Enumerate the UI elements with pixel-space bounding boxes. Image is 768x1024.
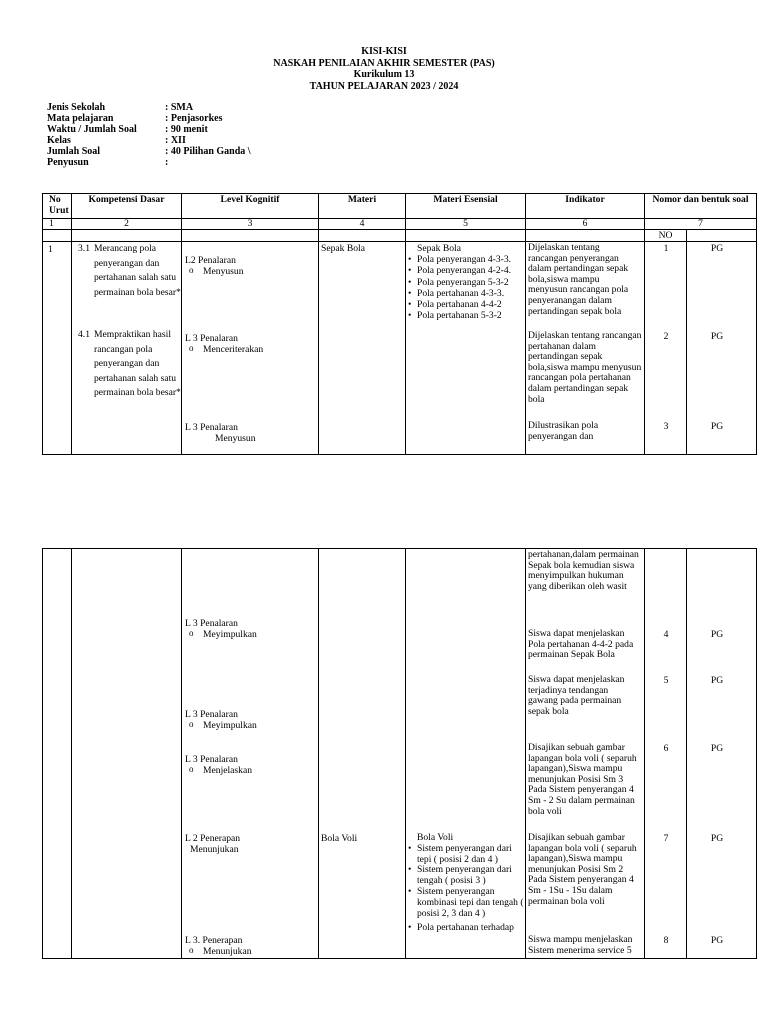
bentuk-cell [687, 549, 757, 959]
meta-row [47, 102, 251, 113]
list-item: • Pola pertahanan 5-3-2 [406, 310, 524, 321]
kompetensi-cell [72, 549, 182, 959]
indikator-text: Siswa dapat menjelaskan terjadinya tendangan gawang pada permainan sepak bola [528, 674, 625, 717]
meta-label: Mata pelajaran [47, 113, 114, 124]
heading-exam: NASKAH PENILAIAN AKHIR SEMESTER (PAS) [273, 57, 495, 69]
question-number: 8 [663, 935, 669, 946]
question-number: 1 [663, 243, 669, 254]
question-form: PG [710, 629, 724, 640]
level-item [185, 255, 244, 277]
col-number: 1 [43, 219, 72, 230]
column-number-row [43, 219, 757, 230]
sub-header-row [43, 230, 757, 242]
heading-title: KISI-KISI [361, 46, 407, 57]
indikator-text: Siswa mampu menjelaskan Sistem menerima service 5 [528, 934, 633, 956]
header-esensial: Materi Esensial [406, 194, 526, 219]
list-item: • Sistem penyerangan dari tengah ( posisi 3 ) [406, 865, 524, 887]
meta-value: : XII [165, 135, 186, 146]
no-urut-cell [43, 549, 72, 959]
list-item: • Pola pertahanan terhadap [406, 923, 524, 934]
heading-year: TAHUN PELAJARAN 2023 / 2024 [309, 80, 459, 92]
meta-label: Waktu / Jumlah Soal [47, 124, 137, 135]
materi-cell [319, 549, 406, 959]
level-item [185, 833, 240, 855]
esensial-list [406, 833, 524, 934]
header-level: Level Kognitif [182, 194, 319, 219]
table-row [43, 242, 757, 455]
meta-row [47, 124, 251, 135]
kd-number: 3.1 [78, 243, 90, 254]
question-form: PG [710, 331, 724, 342]
level-title: L 3 Penalaran [185, 422, 238, 433]
kisi-table-page-2 [42, 548, 757, 959]
bentuk-cell [687, 242, 757, 455]
level-title: L2 Penalaran [185, 255, 236, 266]
header-no-urut: No Urut [43, 194, 72, 219]
header-materi: Materi [319, 194, 406, 219]
question-form: PG [710, 421, 724, 432]
table-row [43, 549, 757, 959]
esensial-title: Sepak Bola [417, 243, 461, 254]
question-number: 6 [663, 743, 669, 754]
document-heading [0, 46, 768, 92]
meta-row [47, 135, 251, 146]
question-form: PG [710, 243, 724, 254]
meta-row [47, 146, 251, 157]
indikator-text: Dilustrasikan pola penyerangan dan [528, 420, 599, 442]
kd-text-content: Mempraktikan hasil rancangan pola penyerangan dan pertahanan salah satu permainan bola besar* [94, 329, 181, 398]
esensial-cell [406, 549, 526, 959]
question-form: PG [710, 675, 724, 686]
meta-row [47, 113, 251, 124]
indikator-text: pertahanan,dalam permainan Sepak bola kemudian siswa menyimpulkan hukuman yang diberikan oleh wasit [528, 549, 639, 592]
kompetensi-cell [72, 242, 182, 455]
level-item [185, 618, 257, 640]
esensial-items [406, 844, 524, 934]
esensial-list [406, 243, 524, 321]
level-sub: Menunjukan [190, 844, 239, 856]
meta-value: : Penjasorkes [165, 113, 223, 124]
list-item: • Pola penyerangan 5-3-2 [406, 277, 524, 288]
col-number: 5 [406, 219, 526, 230]
level-cell [182, 549, 319, 959]
meta-value: : SMA [165, 102, 194, 113]
meta-label: Jumlah Soal [47, 146, 101, 157]
heading-curriculum: Kurikulum 13 [353, 69, 415, 80]
question-number: 3 [663, 421, 669, 432]
question-form: PG [710, 833, 724, 844]
level-title: L 2 Penerapan [185, 833, 241, 844]
question-number: 5 [663, 675, 669, 686]
col-number: 4 [319, 219, 406, 230]
esensial-items [406, 254, 524, 321]
col-number: 3 [182, 219, 319, 230]
level-item [185, 935, 252, 957]
list-item: • Pola pertahanan 4-4-2 [406, 299, 524, 310]
meta-value: : [165, 157, 169, 168]
level-title: L 3 Penalaran [185, 618, 238, 629]
materi-value: Sepak Bola [321, 243, 365, 254]
level-sub: o Menjelaskan [185, 765, 252, 776]
materi-cell [319, 242, 406, 455]
question-form: PG [710, 743, 724, 754]
level-sub: o Meyimpulkan [185, 629, 257, 640]
list-item: • Sistem penyerangan kombinasi tepi dan tengah ( posisi 2, 3 dan 4 ) [406, 887, 524, 919]
kd-text [78, 242, 182, 300]
indikator-text: Siswa dapat menjelaskan Pola pertahanan 4-4-2 pada permainan Sepak Bola [528, 628, 634, 661]
level-sub: o Menceriterakan [185, 344, 263, 355]
level-item [185, 333, 263, 355]
header-nomor: Nomor dan bentuk soal [645, 194, 757, 219]
level-sub: o Meyimpulkan [185, 720, 257, 731]
meta-value: : 90 menit [165, 124, 208, 135]
indikator-text: Dijelaskan tentang rancangan penyerangan dalam pertandingan sepak bola,siswa mampu menyusun rancangan pola penyeranangan dalam pertandingan sepak bola [528, 242, 629, 317]
header-kompetensi: Kompetensi Dasar [72, 194, 182, 219]
question-number: 4 [663, 629, 669, 640]
document-metadata [47, 102, 251, 168]
meta-label: Penyusun [47, 157, 89, 168]
kd-item [78, 242, 182, 300]
kd-text [78, 328, 182, 401]
level-title: L 3 Penalaran [185, 754, 238, 765]
level-sub: o Menunjukan [185, 946, 252, 957]
indikator-cell [526, 549, 645, 959]
level-item [185, 754, 252, 776]
meta-label: Jenis Sekolah [47, 102, 106, 113]
nomor-cell [645, 549, 687, 959]
level-title: L 3 Penalaran [185, 709, 238, 720]
no-urut-value: 1 [48, 244, 53, 255]
question-number: 2 [663, 331, 669, 342]
materi-value: Bola Voli [321, 833, 358, 844]
question-number: 7 [663, 833, 669, 844]
meta-label: Kelas [47, 135, 71, 146]
col-number: 2 [72, 219, 182, 230]
level-item [185, 709, 257, 731]
col-number: 6 [526, 219, 645, 230]
esensial-cell [406, 242, 526, 455]
header-indikator: Indikator [526, 194, 645, 219]
header-no-sub: NO [645, 230, 687, 242]
meta-row [47, 157, 251, 168]
level-sub: o Menyusun [185, 266, 244, 277]
list-item: • Pola penyerangan 4-2-4. [406, 265, 524, 276]
question-form: PG [710, 935, 724, 946]
meta-value: : 40 Pilihan Ganda \ [165, 146, 251, 157]
esensial-title: Bola Voli [417, 832, 454, 843]
kd-item [78, 328, 182, 401]
table-header-row [43, 194, 757, 219]
no-urut-cell [43, 242, 72, 455]
level-title: L 3. Penerapan [185, 935, 243, 946]
list-item: • Sistem penyerangan dari tepi ( posisi 2 dan 4 ) [406, 844, 524, 866]
indikator-text: Disajikan sebuah gambar lapangan bola voli ( separuh lapangan),Siswa mampu menunjukan Posisi Sm 2 Pada Sistem penyerangan 4 Sm - 1Su - 1Su dalam permainan bola voli [528, 832, 637, 907]
indikator-text: Disajikan sebuah gambar lapangan bola voli ( separuh lapangan),Siswa mampu menunjukan Posisi Sm 3 Pada Sistem penyerangan 4 Sm - 2 Su dalam permainan bola voli [528, 742, 637, 817]
col-number: 7 [645, 219, 757, 230]
kd-number: 4.1 [78, 329, 90, 340]
indikator-text: Dijelaskan tentang rancangan pertahanan dalam pertandingan sepak bola,siswa mampu menyusun rancangan pola pertahanan dalam pertandingan sepak bola [528, 330, 642, 405]
list-item: • Pola pertahanan 4-3-3. [406, 288, 524, 299]
kd-text-content: Merancang pola penyerangan dan pertahanan salah satu permainan bola besar* [94, 243, 181, 298]
level-sub: Menyusun [215, 433, 256, 445]
level-cell [182, 242, 319, 455]
kisi-table-page-1 [42, 193, 757, 455]
list-item: • Pola penyerangan 4-3-3. [406, 254, 524, 265]
level-title: L 3 Penalaran [185, 333, 238, 344]
level-item [185, 422, 256, 444]
indikator-cell [526, 242, 645, 455]
nomor-cell [645, 242, 687, 455]
